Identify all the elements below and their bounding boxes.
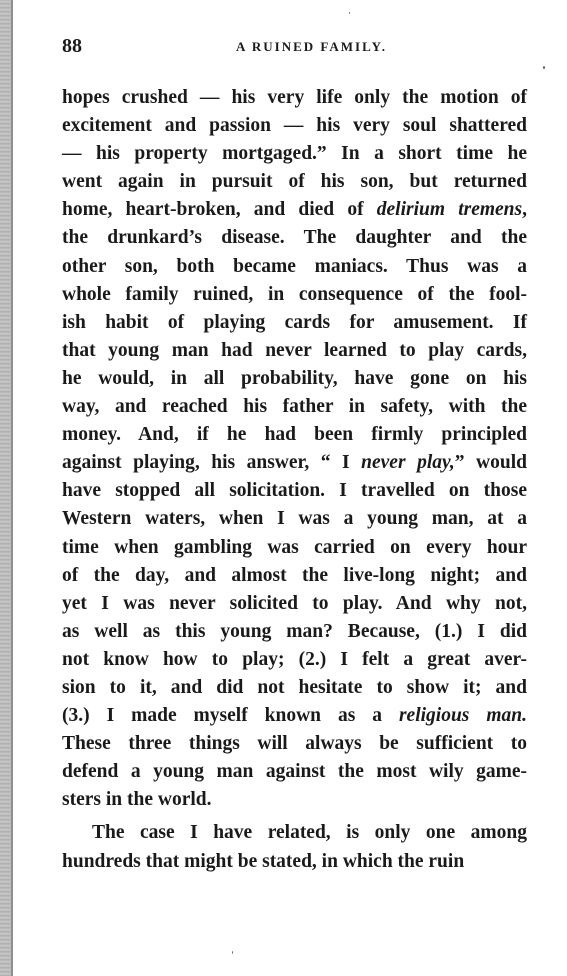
page-number: 88 bbox=[62, 35, 82, 57]
text-line: money. And, if he had been firmly principled bbox=[62, 424, 527, 446]
text-run: against playing, his answer, “ I bbox=[62, 452, 362, 474]
text-line: time when gambling was carried on every hour bbox=[62, 536, 527, 558]
text-line: ish habit of playing cards for amusement. If bbox=[62, 311, 527, 333]
text-run: , bbox=[522, 199, 527, 221]
italic-run: never play, bbox=[361, 452, 455, 474]
running-title: A RUINED FAMILY. bbox=[235, 39, 388, 54]
body-text bbox=[62, 84, 527, 876]
text-line: went again in pursuit of his son, but returned bbox=[62, 171, 527, 193]
text-run: home, heart-broken, and died of bbox=[62, 199, 377, 221]
text-run: ” would bbox=[454, 452, 527, 474]
text-line: as well as this young man? Because, (1.) I did bbox=[62, 620, 527, 642]
italic-run: religious man. bbox=[398, 705, 527, 727]
text-line: hopes crushed — his very life only the motion of bbox=[62, 87, 527, 108]
page-gutter-shadow bbox=[0, 0, 11, 976]
text-line: have stopped all solicitation. I travelled on those bbox=[62, 480, 527, 502]
print-speck bbox=[543, 66, 545, 69]
text-line: way, and reached his father in safety, with the bbox=[62, 396, 527, 418]
text-line: whole family ruined, in consequence of the fool- bbox=[62, 283, 527, 305]
paragraph-1 bbox=[62, 84, 527, 814]
italic-run: delirium tremens bbox=[376, 199, 523, 221]
paragraph-2 bbox=[62, 819, 527, 875]
page-gutter-edge bbox=[11, 0, 13, 976]
text-line: sters in the world. bbox=[62, 789, 212, 811]
text-line: other son, both became maniacs. Thus was a bbox=[62, 255, 527, 277]
text-line: not know how to play; (2.) I felt a great aver- bbox=[62, 648, 527, 670]
text-line: — his property mortgaged.” In a short time he bbox=[62, 143, 527, 165]
text-line bbox=[62, 196, 527, 224]
text-line: The case I have related, is only one among bbox=[92, 822, 527, 844]
text-line: yet I was never solicited to play. And why not, bbox=[62, 592, 527, 614]
text-line: sion to it, and did not hesitate to show it; and bbox=[62, 676, 527, 698]
page-header bbox=[62, 35, 527, 59]
print-speck bbox=[349, 12, 350, 14]
text-line: These three things will always be sufficient to bbox=[62, 733, 527, 755]
text-line: of the day, and almost the live-long night; and bbox=[62, 564, 527, 586]
print-speck bbox=[232, 951, 233, 954]
text-line: defend a young man against the most wily game- bbox=[62, 761, 527, 783]
text-line: excitement and passion — his very soul shattered bbox=[62, 115, 527, 137]
text-run: (3.) I made myself known as a bbox=[62, 705, 399, 727]
text-line: he would, in all probability, have gone on his bbox=[62, 367, 527, 389]
text-line: hundreds that might be stated, in which the ruin bbox=[62, 850, 465, 872]
text-line: that young man had never learned to play cards, bbox=[62, 339, 527, 361]
text-line bbox=[62, 449, 527, 477]
text-line: Western waters, when I was a young man, at a bbox=[62, 508, 527, 530]
text-line: the drunkard’s disease. The daughter and the bbox=[62, 227, 527, 249]
text-line bbox=[62, 702, 527, 730]
